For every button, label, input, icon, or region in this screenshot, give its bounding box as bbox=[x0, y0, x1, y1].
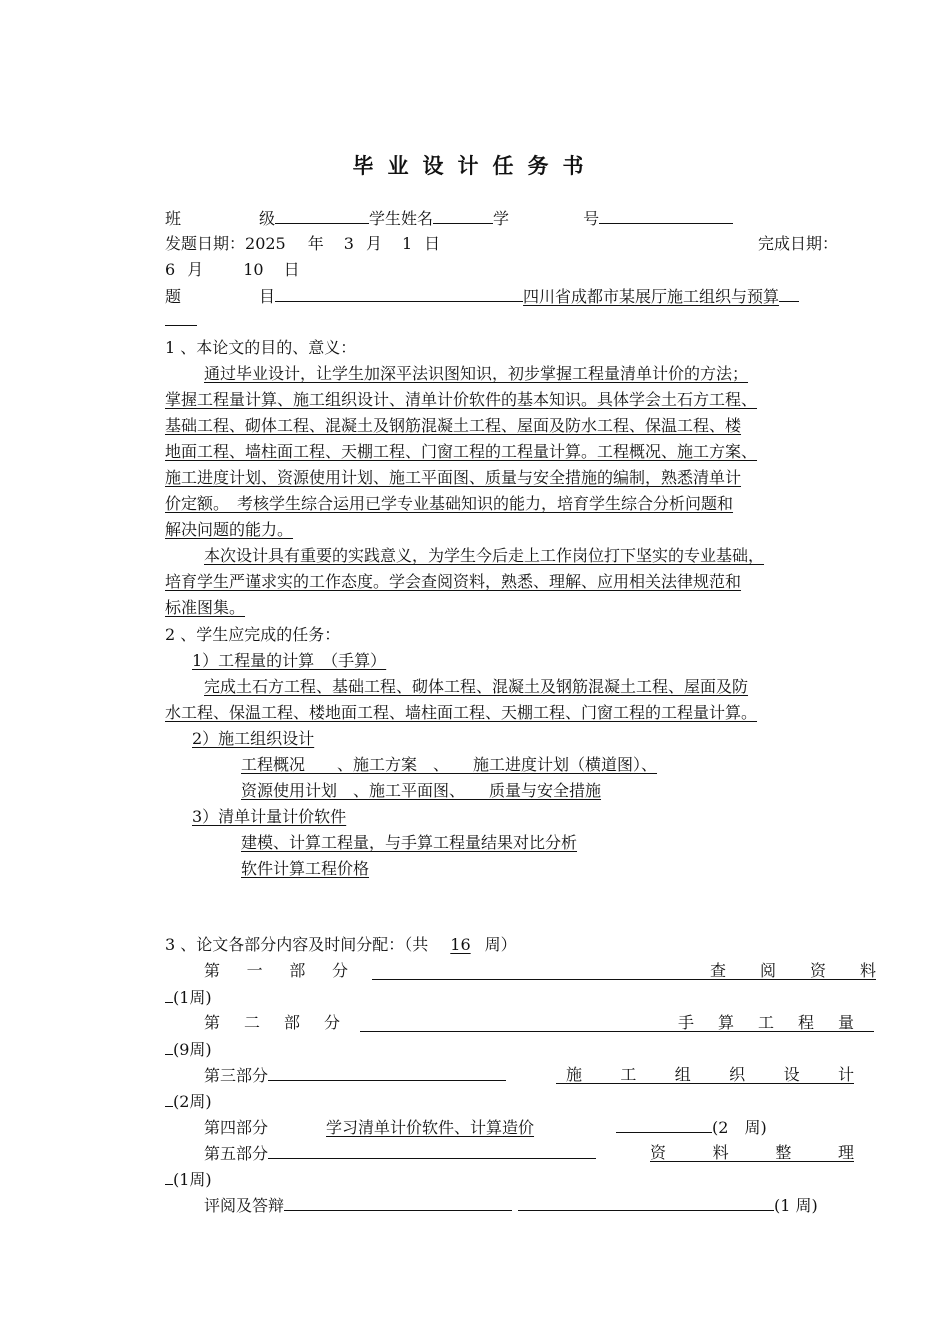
part5-field[interactable] bbox=[268, 1140, 596, 1159]
class-label-a: 班 bbox=[165, 209, 182, 228]
section2-heading: 2 、学生应完成的任务： bbox=[165, 625, 341, 644]
month-unit: 月 bbox=[365, 234, 382, 253]
part4-weeks: (2 周) bbox=[712, 1118, 767, 1137]
finish-date-label: 完成日期： bbox=[758, 234, 839, 253]
section1-heading: 1 、本论文的目的、意义： bbox=[165, 338, 357, 357]
topic-field-trail[interactable] bbox=[779, 283, 799, 302]
part1-content[interactable]: 查 阅 资 料 bbox=[372, 958, 876, 984]
part4-label: 第四部分 bbox=[204, 1118, 269, 1137]
section1-line: 掌握工程量计算、施工组织设计、清单计价软件的基本知识。具体学会土石方工程、 bbox=[165, 390, 758, 409]
student-id-field[interactable] bbox=[599, 205, 733, 224]
task3-line: 软件计算工程价格 bbox=[241, 859, 370, 878]
issue-date-row bbox=[165, 231, 440, 257]
topic-field-continued[interactable] bbox=[165, 307, 197, 326]
issue-date-label: 发题日期： bbox=[165, 234, 246, 253]
finish-month-unit: 月 bbox=[187, 260, 204, 279]
student-id-label-b: 号 bbox=[583, 209, 600, 228]
part2-label: 第 二 部 分 bbox=[204, 1013, 340, 1032]
task2-title: 2）施工组织设计 bbox=[192, 729, 315, 748]
class-row bbox=[165, 205, 733, 231]
section1-line: 通过毕业设计，让学生加深平法识图知识，初步掌握工程量清单计价的方法； bbox=[204, 364, 749, 383]
part6-row bbox=[204, 1192, 818, 1218]
finish-day-unit: 日 bbox=[283, 260, 300, 279]
task3-title: 3）清单计量计价软件 bbox=[192, 807, 347, 826]
part2-weeks: (9周) bbox=[165, 1036, 212, 1062]
section1-line: 标准图集。 bbox=[165, 598, 246, 617]
task3-line: 建模、计算工程量，与手算工程量结果对比分析 bbox=[241, 833, 578, 852]
section1-line: 基础工程、砌体工程、混凝土及钢筋混凝土工程、屋面及防水工程、保温工程、楼 bbox=[165, 416, 742, 435]
topic-value[interactable]: 四川省成都市某展厅施工组织与预算 bbox=[523, 287, 780, 306]
part4-content[interactable]: 学习清单计价软件、计算造价 bbox=[326, 1118, 535, 1137]
part4-row bbox=[204, 1114, 767, 1140]
topic-field-lead[interactable] bbox=[275, 283, 523, 302]
task2-line: 资源使用计划 、施工平面图、 质量与安全措施 bbox=[241, 781, 602, 800]
page-title: 毕业设计任务书 bbox=[352, 154, 598, 178]
topic-row bbox=[165, 283, 799, 309]
class-field[interactable] bbox=[275, 205, 369, 224]
part6-weeks: (1 周) bbox=[774, 1196, 818, 1215]
section1-line: 地面工程、墙柱面工程、天棚工程、门窗工程的工程量计算。工程概况、施工方案、 bbox=[165, 442, 758, 461]
section1-line: 解决问题的能力。 bbox=[165, 520, 294, 539]
issue-year: 2025 bbox=[245, 234, 286, 253]
task1-line: 完成土石方工程、基础工程、砌体工程、混凝土及钢筋混凝土工程、屋面及防 bbox=[204, 677, 749, 696]
finish-date-row bbox=[165, 257, 300, 283]
section3-heading: 3 、论文各部分内容及时间分配：（共 16 周） bbox=[165, 935, 517, 954]
class-label-b: 级 bbox=[259, 209, 276, 228]
part6-field-b[interactable] bbox=[518, 1192, 774, 1211]
section1-line: 施工进度计划、资源使用计划、施工平面图、质量与安全措施的编制，熟悉清单计 bbox=[165, 468, 742, 487]
part3-weeks: (2周) bbox=[165, 1088, 212, 1114]
part2-content[interactable]: 手 算 工 程 量 bbox=[360, 1010, 874, 1036]
topic-continuation bbox=[165, 307, 197, 333]
task1-line: 水工程、保温工程、楼地面工程、墙柱面工程、天棚工程、门窗工程的工程量计算。 bbox=[165, 703, 758, 722]
part6-field-a[interactable] bbox=[284, 1192, 512, 1211]
weeks-total[interactable]: 16 bbox=[450, 935, 471, 954]
student-name-label: 学生姓名 bbox=[369, 209, 434, 228]
part1-label: 第 一 部 分 bbox=[204, 961, 348, 980]
part5-content[interactable]: 资 料 整 理 bbox=[650, 1143, 854, 1162]
issue-month: 3 bbox=[343, 234, 354, 253]
section1-line: 本次设计具有重要的实践意义，为学生今后走上工作岗位打下坚实的专业基础， bbox=[204, 546, 765, 565]
part4-field[interactable] bbox=[616, 1114, 712, 1133]
part3-content[interactable]: 施 工 组 织 设 计 bbox=[556, 1062, 854, 1088]
student-id-label-a: 学 bbox=[493, 209, 510, 228]
part6-label: 评阅及答辩 bbox=[204, 1196, 285, 1215]
finish-month: 6 bbox=[165, 260, 176, 279]
student-name-field[interactable] bbox=[433, 205, 493, 224]
finish-day: 10 bbox=[243, 260, 264, 279]
task1-title: 1）工程量的计算 （手算） bbox=[192, 651, 387, 670]
part3-field[interactable] bbox=[268, 1062, 506, 1081]
task2-line: 工程概况 、施工方案 、 施工进度计划（横道图）、 bbox=[241, 755, 658, 774]
part1-weeks: (1周) bbox=[165, 984, 212, 1010]
topic-label-b: 目 bbox=[259, 287, 276, 306]
part5-label: 第五部分 bbox=[204, 1140, 596, 1166]
section1-line: 价定额。 考核学生综合运用已学专业基础知识的能力，培育学生综合分析问题和 bbox=[165, 494, 734, 513]
topic-label-a: 题 bbox=[165, 287, 182, 306]
day-unit: 日 bbox=[424, 234, 441, 253]
issue-day: 1 bbox=[401, 234, 413, 253]
section1-line: 培育学生严谨求实的工作态度。学会查阅资料，熟悉、理解、应用相关法律规范和 bbox=[165, 572, 742, 591]
part5-weeks: (1周) bbox=[165, 1166, 212, 1192]
part3-label: 第三部分 bbox=[204, 1062, 506, 1088]
year-unit: 年 bbox=[307, 234, 324, 253]
